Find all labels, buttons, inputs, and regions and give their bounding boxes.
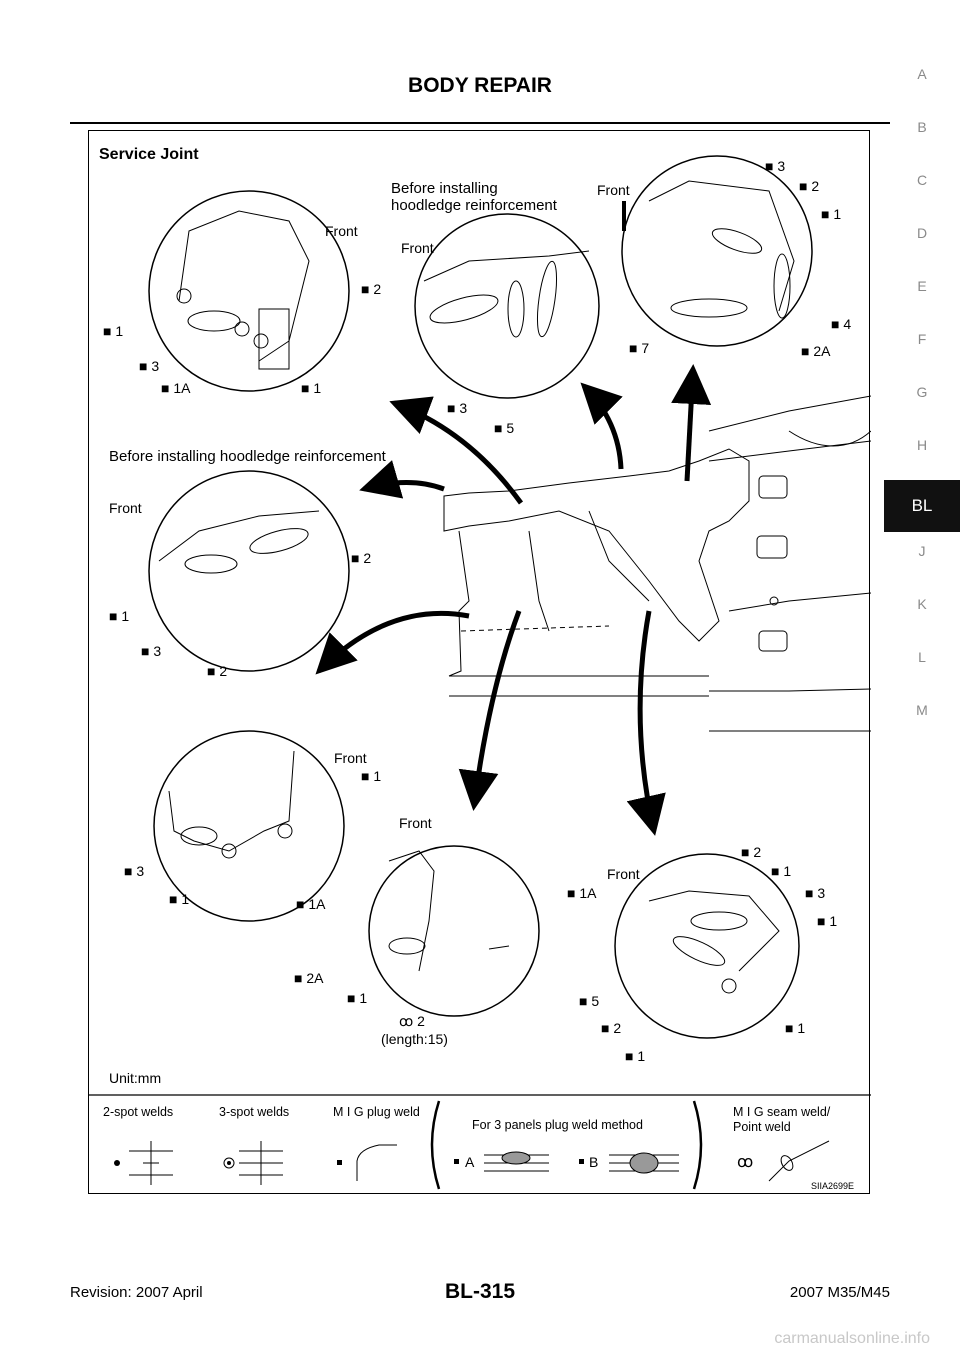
svg-text:■ 1: ■ 1 [169, 891, 190, 907]
svg-text:■ 5: ■ 5 [494, 420, 515, 436]
index-tab-a[interactable]: A [917, 66, 927, 82]
legend-three-panel: For 3 panels plug weld method [472, 1118, 643, 1132]
svg-text:■ 2: ■ 2 [207, 663, 228, 679]
detail-circle-bottom-right [567, 844, 837, 1064]
svg-text:■ 5: ■ 5 [579, 993, 600, 1009]
revision-label: Revision: 2007 April [70, 1284, 203, 1301]
index-tab-c[interactable]: C [916, 172, 928, 188]
direction-arrows [319, 369, 693, 831]
svg-text:■ 1: ■ 1 [109, 608, 130, 624]
svg-text:Front: Front [109, 500, 142, 516]
index-tab-d[interactable]: D [916, 225, 928, 241]
svg-text:■ 7: ■ 7 [629, 340, 650, 356]
svg-text:Front: Front [597, 182, 630, 198]
weld-legend [103, 1101, 831, 1189]
svg-text:■ 3: ■ 3 [765, 158, 786, 174]
svg-text:■ 1A: ■ 1A [161, 380, 191, 396]
index-tab-bl[interactable]: BL [884, 480, 960, 532]
svg-text:Front: Front [401, 240, 434, 256]
page-number: BL-315 [444, 1280, 516, 1303]
svg-text:■ 3: ■ 3 [447, 400, 468, 416]
svg-text:■ 1: ■ 1 [817, 913, 838, 929]
svg-text:■ 3: ■ 3 [124, 863, 145, 879]
index-tab-g[interactable]: G [916, 384, 928, 400]
svg-text:■ 1: ■ 1 [625, 1048, 646, 1064]
legend-a: A [465, 1154, 475, 1170]
svg-text:Front: Front [399, 815, 432, 831]
detail-circle-bottom-left [124, 731, 381, 921]
svg-text:■ 2: ■ 2 [799, 178, 820, 194]
title-rule [70, 122, 890, 124]
index-tab-e[interactable]: E [917, 278, 927, 294]
svg-text:■ 3: ■ 3 [141, 643, 162, 659]
svg-text:■ 2: ■ 2 [351, 550, 372, 566]
caption-top-line1: Before installing [391, 180, 498, 197]
legend-mig-plug: M I G plug weld [333, 1105, 420, 1119]
svg-text:■ 4: ■ 4 [831, 316, 852, 332]
service-joint-figure [88, 130, 870, 1194]
svg-text:■ 1: ■ 1 [821, 206, 842, 222]
detail-circle-mid-left [109, 471, 371, 679]
detail-circle-top-left [103, 191, 358, 396]
model-label: 2007 M35/M45 [789, 1284, 890, 1301]
watermark: carmanualsonline.info [774, 1330, 930, 1347]
detail-circle-bottom-center [294, 815, 539, 1047]
index-tab-m[interactable]: M [916, 702, 928, 718]
svg-text:ꝏ: ꝏ [737, 1154, 754, 1171]
svg-text:ꝏ 2: ꝏ 2 [399, 1013, 425, 1029]
svg-text:■ 2A: ■ 2A [294, 970, 324, 986]
svg-text:■ 1: ■ 1 [361, 768, 382, 784]
svg-text:Front: Front [334, 750, 367, 766]
svg-text:■ 1: ■ 1 [103, 323, 124, 339]
svg-text:(length:15): (length:15) [381, 1031, 448, 1047]
svg-text:■ 1A: ■ 1A [296, 896, 326, 912]
svg-text:■ 2: ■ 2 [601, 1020, 622, 1036]
legend-two-spot: 2-spot welds [103, 1105, 174, 1119]
legend-mig-seam-2: Point weld [733, 1120, 791, 1134]
figure-id: SIIA2699E [811, 1181, 855, 1191]
legend-three-spot: 3-spot welds [219, 1105, 290, 1119]
index-tab-k[interactable]: K [917, 596, 927, 612]
index-tab-f[interactable]: F [917, 331, 927, 347]
svg-text:■ 1: ■ 1 [301, 380, 322, 396]
svg-text:■ 1: ■ 1 [347, 990, 368, 1006]
svg-text:■ 1: ■ 1 [771, 863, 792, 879]
caption-mid: Before installing hoodledge reinforcement [109, 448, 386, 465]
index-tab-j[interactable]: J [918, 543, 926, 559]
legend-mig-seam-1: M I G seam weld/ [733, 1105, 831, 1119]
svg-text:■ 1A: ■ 1A [567, 885, 597, 901]
svg-text:■ 3: ■ 3 [139, 358, 160, 374]
detail-circle-top-right [597, 156, 851, 359]
svg-text:■ 3: ■ 3 [805, 885, 826, 901]
caption-top-line2: hoodledge reinforcement [391, 197, 557, 214]
svg-text:■ 2A: ■ 2A [801, 343, 831, 359]
body-structure-drawing [444, 396, 871, 731]
svg-text:Front: Front [325, 223, 358, 239]
svg-text:■ 2: ■ 2 [741, 844, 762, 860]
legend-b: B [589, 1154, 599, 1170]
unit-label: Unit:mm [109, 1070, 162, 1086]
svg-text:■ 1: ■ 1 [785, 1020, 806, 1036]
page-title: BODY REPAIR [408, 74, 552, 97]
svg-text:■ 2: ■ 2 [361, 281, 382, 297]
figure-title: Service Joint [99, 146, 199, 163]
index-tab-b[interactable]: B [917, 119, 927, 135]
figure-drawing [89, 131, 871, 1195]
index-tab-l[interactable]: L [918, 649, 926, 665]
index-tab-h[interactable]: H [916, 437, 928, 453]
svg-text:Front: Front [607, 866, 640, 882]
